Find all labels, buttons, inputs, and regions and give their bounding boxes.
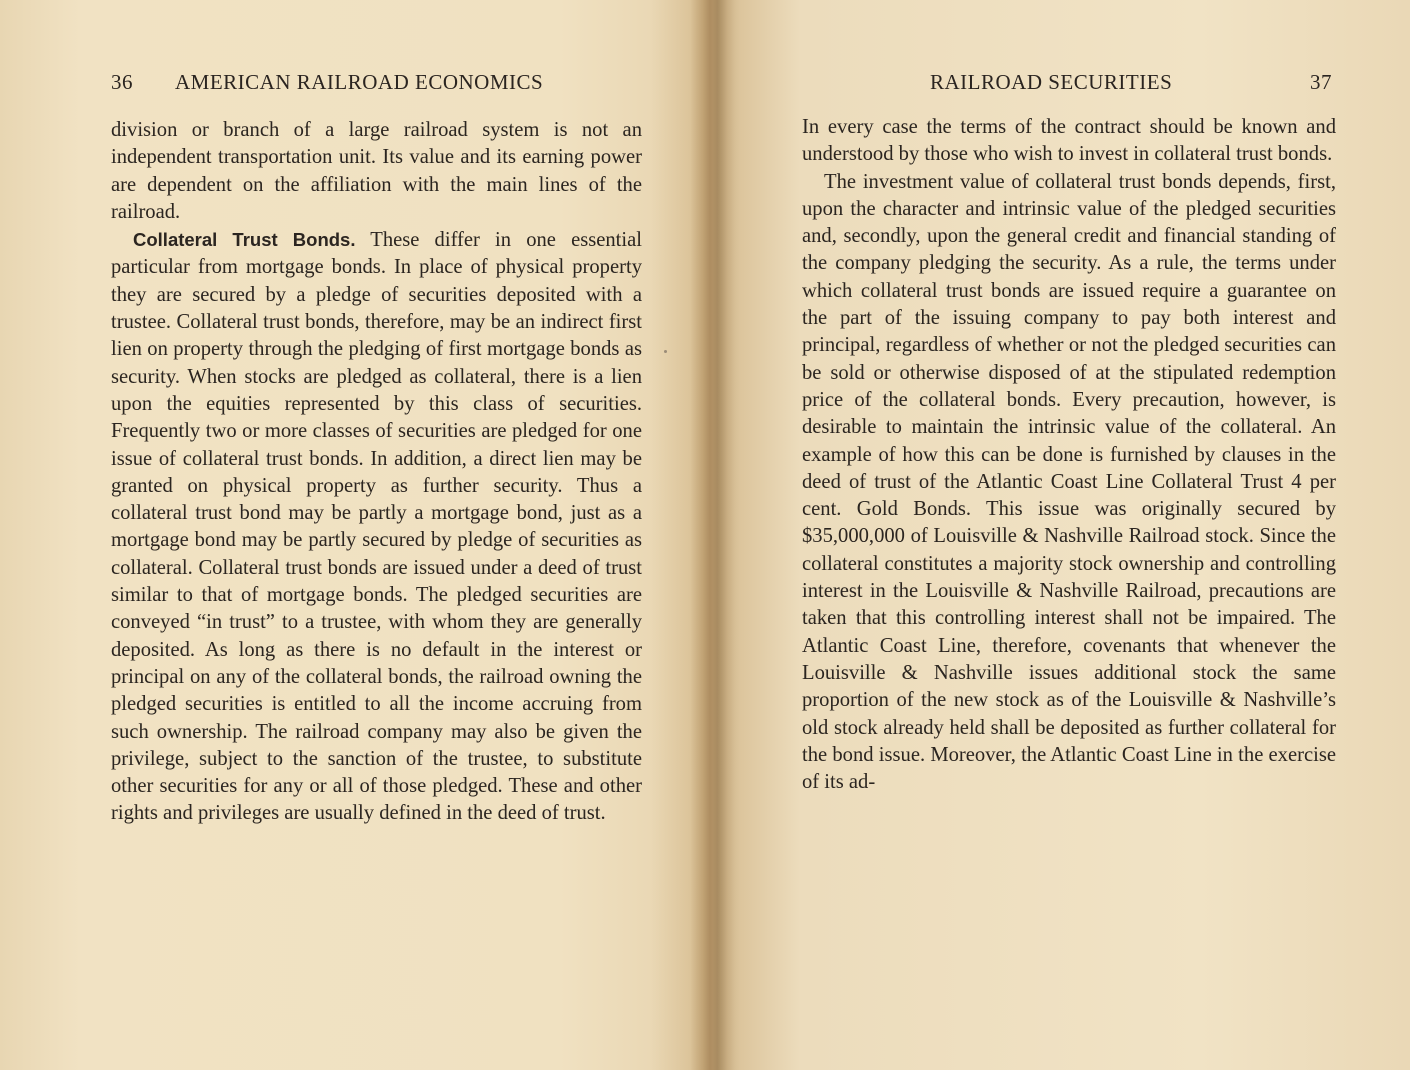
right-page — [710, 0, 1410, 1070]
left-page — [0, 0, 700, 1070]
right-continuation-paragraph: In every case the terms of the contract should be known and understood by those who wish to invest in collateral trust bonds. — [802, 116, 1336, 166]
left-running-head — [111, 70, 641, 100]
investment-value-paragraph: The investment value of collateral trust bonds depends, first, upon the character and intrinsic value of the pledged securities and, secondly, upon the general credit and financial standing of the company pledging the security. As a rule, the terms under which collateral trust bonds are issued require a guarantee on the part of the issuing company to pay both interest and principal, regardless of whether or not the pledged securities can be sold or otherwise disposed of at the stipulated redemption price of the collateral bonds. Every precaution, however, is desirable to maintain the intrinsic value of the collateral. An example of how this can be done is furnished by clauses in the deed of trust of the Atlantic Coast Line Collateral Trust 4 per cent. Gold Bonds. This issue was originally secured by $35,000,000 of Louisville & Nashville Railroad stock. Since the collateral constitutes a majority stock ownership and controlling interest in the Louisville & Nashville Railroad, precautions are taken that this controlling interest shall not be impaired. The Atlantic Coast Line, therefore, covenants that whenever the Louisville & Nashville issues additional stock the same proportion of the new stock as of the Louisville & Nashville’s old stock already held shall be deposited as further collateral for the bond issue. Moreover, the Atlantic Coast Line in the exercise of its ad- — [802, 170, 1336, 794]
collateral-trust-paragraph — [111, 226, 642, 828]
section-heading: Collateral Trust Bonds. — [133, 229, 356, 251]
section-body: These differ in one essential particular from mortgage bonds. In place of physical property they are secured by a pledge of securities deposited with a trustee. Collateral trust bonds, therefore, may be an indirect first lien on property through the pledging of first mortgage bonds as security. When stocks are pledged as collateral, there is a lien upon the equities represented by this class of securities. Frequently two or more classes of securities are pledged for one issue of collateral trust bonds. In addition, a direct lien may be granted on physical property as further security. Thus a collateral trust bond may be partly a mortgage bond, just as a mortgage bond may be partly secured by pledge of securities as collateral. Collateral trust bonds are issued under a deed of trust similar to that of mortgage bonds. The pledged securities are conveyed “in trust” to a trustee, with whom they are generally deposited. As long as there is no default in the interest or principal on any of the collateral bonds, the railroad owning the pledged securities is entitled to all the income accruing from such ownership. The railroad company may also be given the privilege, subject to the sanction of the trustee, to substitute other securities for any or all of those pledged. These and other rights and privileges are usually defined in the deed of trust. — [111, 229, 642, 825]
right-page-number: 37 — [1310, 70, 1332, 94]
left-running-title: AMERICAN RAILROAD ECONOMICS — [175, 70, 544, 94]
right-running-head — [802, 70, 1332, 100]
left-continuation-paragraph: division or branch of a large railroad system is not an independent transportation unit. Its value and its earning power are dependent on the affiliation with the main lines of the railroad. — [111, 119, 642, 223]
right-running-title: RAILROAD SECURITIES — [930, 70, 1173, 94]
left-text-block — [111, 117, 642, 828]
paper-speck — [664, 350, 667, 353]
left-page-number: 36 — [111, 70, 133, 94]
right-text-block — [802, 114, 1336, 796]
